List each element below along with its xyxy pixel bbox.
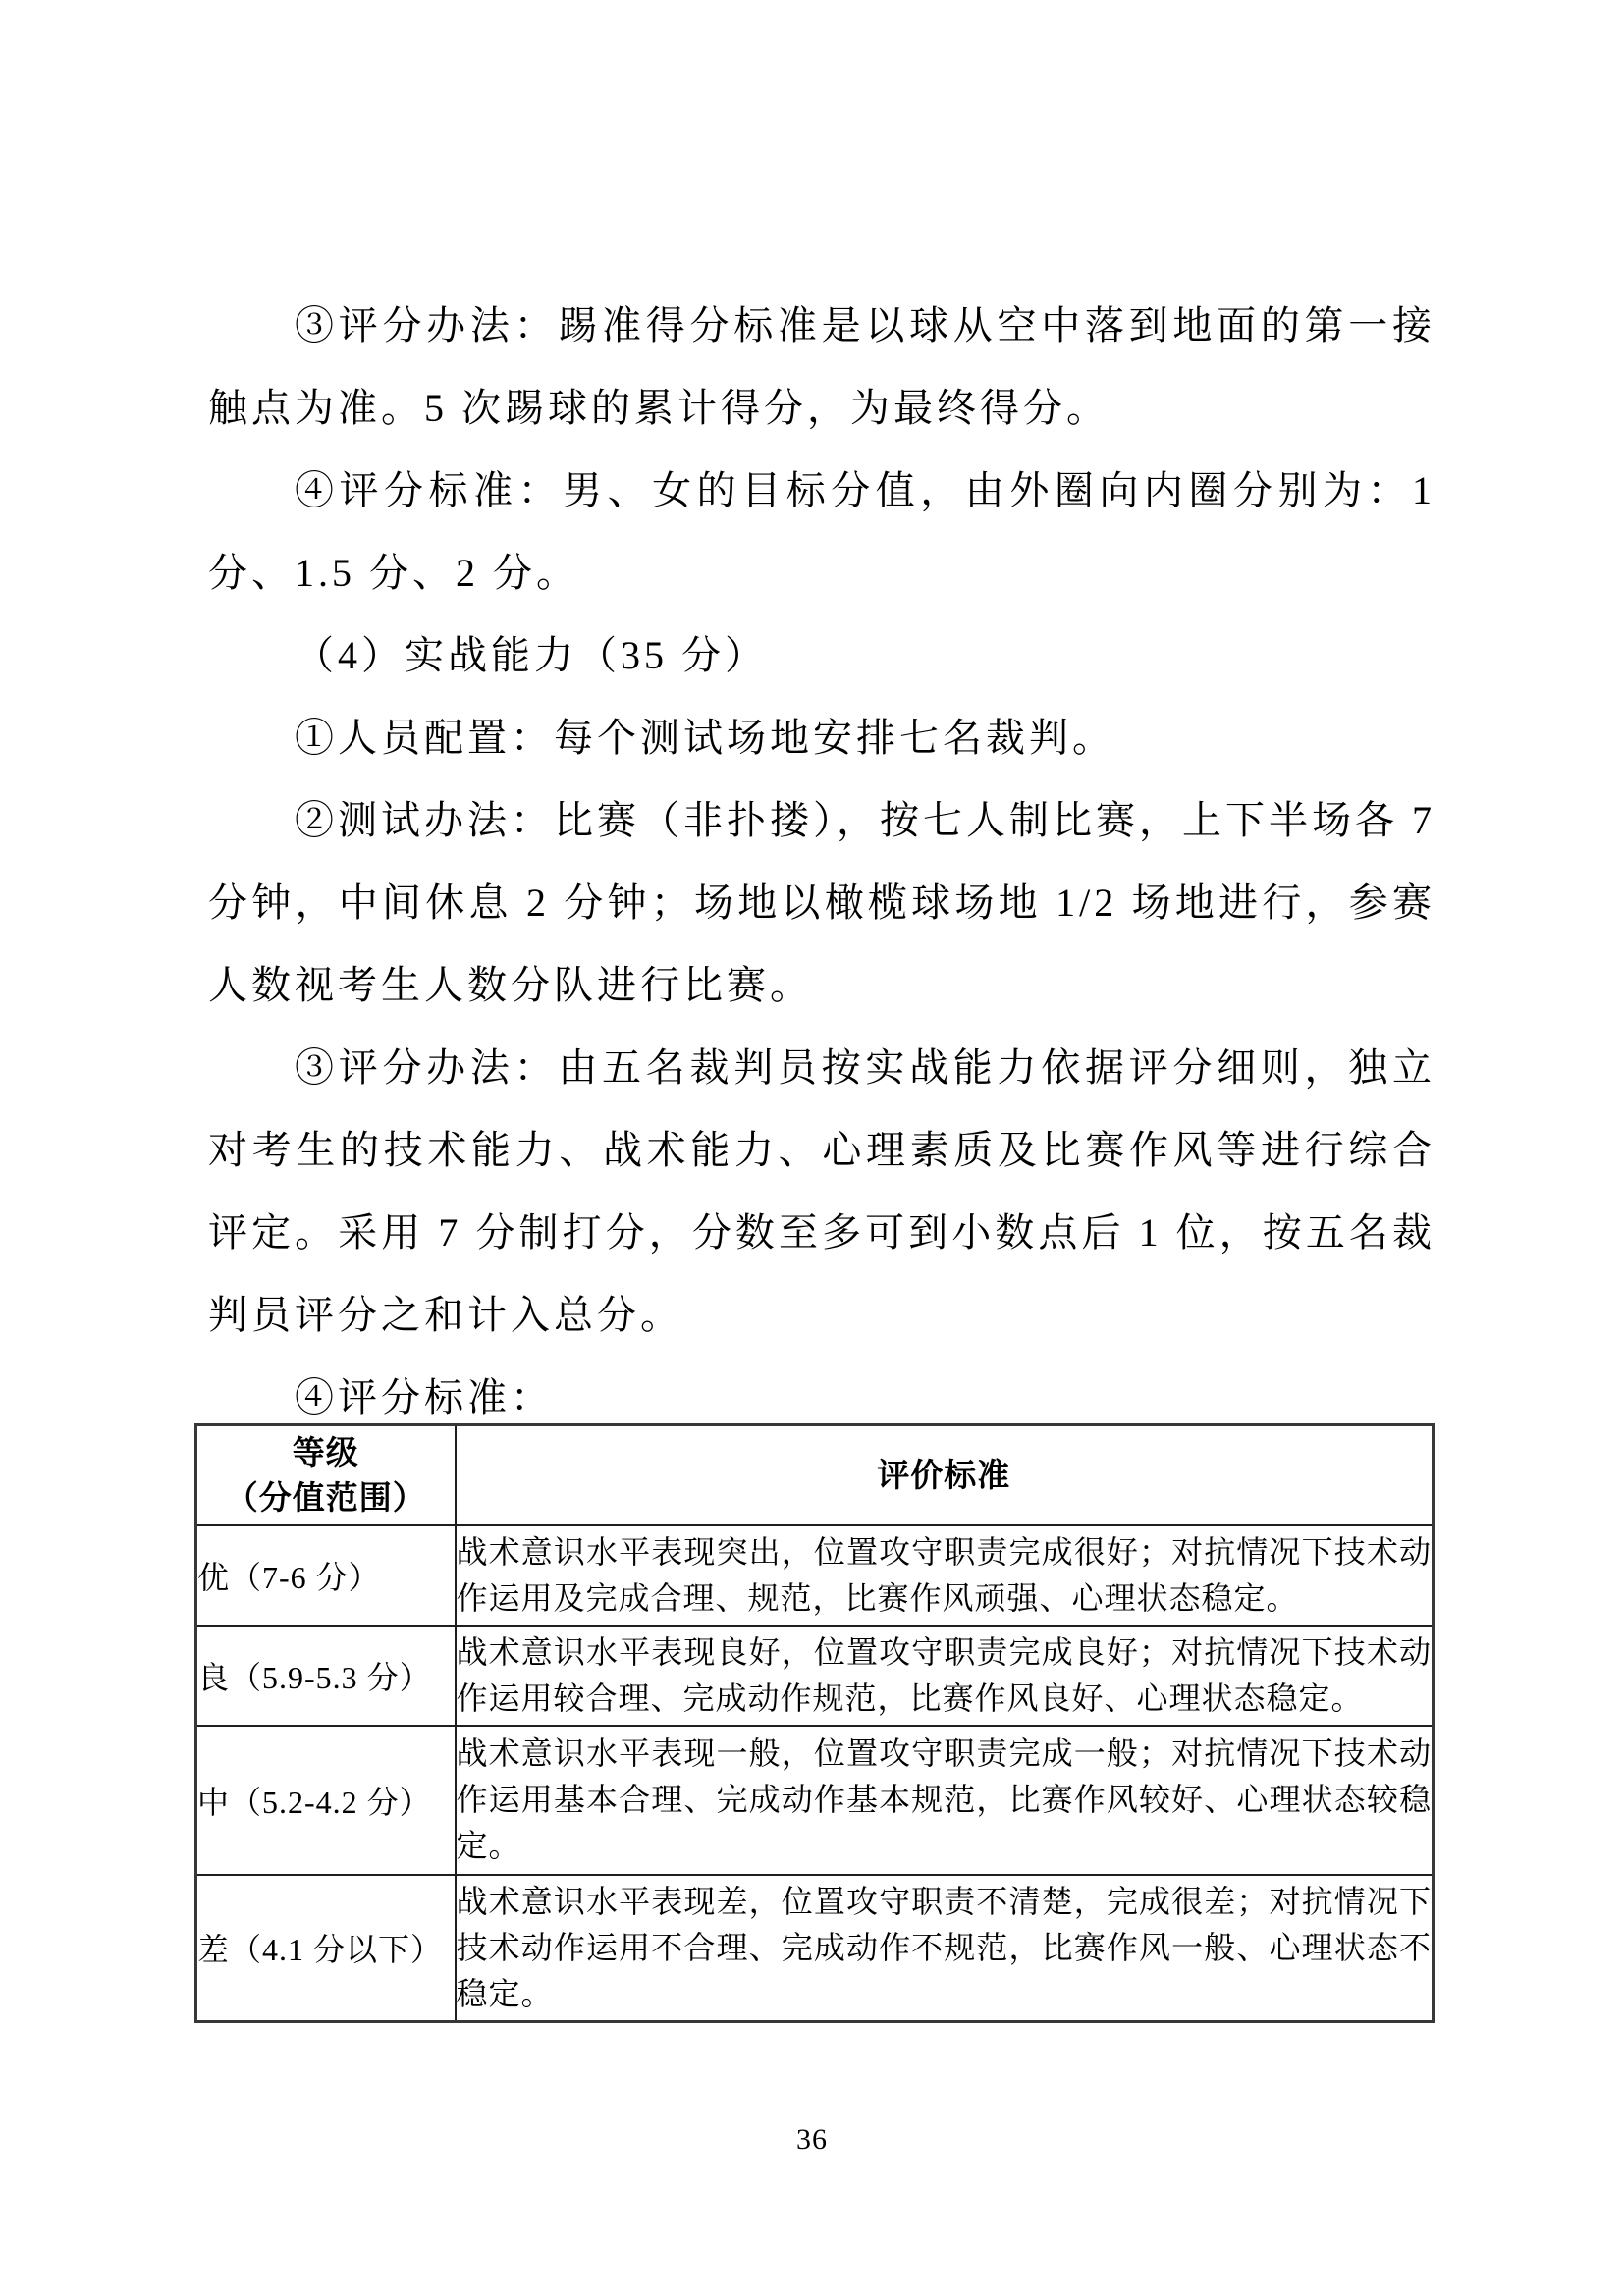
table-header-row	[196, 1425, 1434, 1525]
page-number: 36	[796, 2123, 828, 2156]
paragraph-scoring-method-match: ③评分办法：由五名裁判员按实战能力依据评分细则，独立对考生的技术能力、战术能力、心理素质及比赛作风等进行综合评定。采用 7 分制打分，分数至多可到小数点后 1 位，按五名裁判员评分之和计入总分。	[208, 1045, 1435, 1337]
criteria-medium: 战术意识水平表现一般，位置攻守职责完成一般；对抗情况下技术动作运用基本合理、完成动作基本规范，比赛作风较好、心理状态较稳定。	[456, 1726, 1434, 1875]
paragraph-section-heading-practical-ability: （4）实战能力（35 分）	[295, 633, 768, 677]
paragraph-personnel-setup: ①人员配置：每个测试场地安排七名裁判。	[295, 716, 1115, 760]
table-row	[196, 1525, 1434, 1626]
header-criteria: 评价标准	[456, 1425, 1434, 1525]
grade-good: 良（5.9-5.3 分）	[196, 1626, 456, 1726]
paragraph-scoring-standard-label: ④评分标准：	[295, 1375, 554, 1419]
paragraph-test-method: ②测试办法：比赛（非扑搂），按七人制比赛，上下半场各 7 分钟，中间休息 2 分钟；场地以橄榄球场地 1/2 场地进行，参赛人数视考生人数分队进行比赛。	[208, 798, 1435, 1007]
grade-poor: 差（4.1 分以下）	[196, 1875, 456, 2022]
criteria-poor: 战术意识水平表现差，位置攻守职责不清楚，完成很差；对抗情况下技术动作运用不合理、完成动作不规范，比赛作风一般、心理状态不稳定。	[456, 1875, 1434, 2022]
table-row	[196, 1626, 1434, 1726]
grade-excellent: 优（7-6 分）	[196, 1525, 456, 1626]
table-row	[196, 1726, 1434, 1875]
header-grade	[196, 1425, 456, 1525]
table-row	[196, 1875, 1434, 2022]
scoring-standard-table	[194, 1423, 1435, 2023]
body-text	[208, 285, 1435, 1439]
criteria-excellent: 战术意识水平表现突出，位置攻守职责完成很好；对抗情况下技术动作运用及完成合理、规范，比赛作风顽强、心理状态稳定。	[456, 1525, 1434, 1626]
paragraph-scoring-standard-kick: ④评分标准：男、女的目标分值，由外圈向内圈分别为：1 分、1.5 分、2 分。	[208, 468, 1435, 595]
criteria-good: 战术意识水平表现良好，位置攻守职责完成良好；对抗情况下技术动作运用较合理、完成动作规范，比赛作风良好、心理状态稳定。	[456, 1626, 1434, 1726]
grade-medium: 中（5.2-4.2 分）	[196, 1726, 456, 1875]
header-grade-line1: 等级	[292, 1433, 359, 1470]
paragraph-scoring-method-kick: ③评分办法：踢准得分标准是以球从空中落到地面的第一接触点为准。5 次踢球的累计得分，为最终得分。	[208, 303, 1435, 430]
header-grade-line2: （分值范围）	[225, 1478, 426, 1516]
